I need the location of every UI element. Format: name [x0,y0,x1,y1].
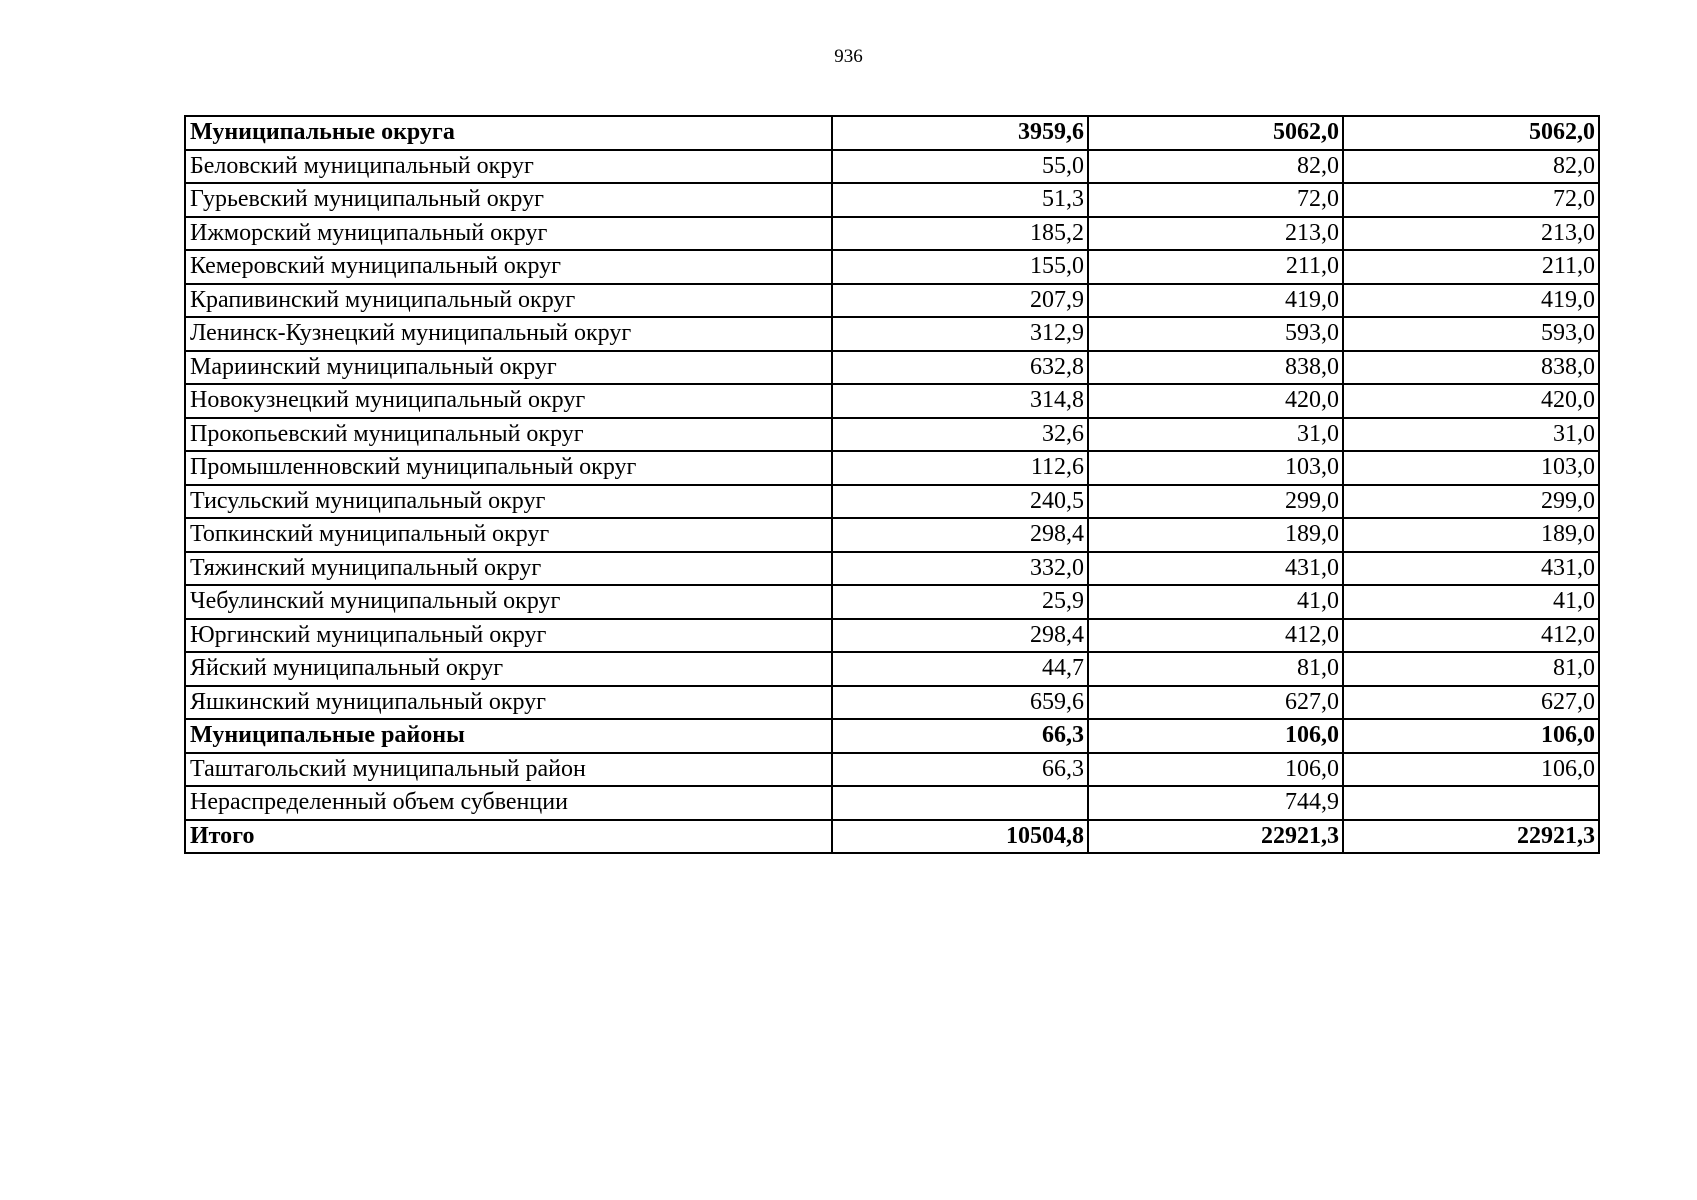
cell-value-2: 419,0 [1088,284,1343,318]
cell-name: Тяжинский муниципальный округ [185,552,832,586]
cell-name: Кемеровский муниципальный округ [185,250,832,284]
cell-name: Яшкинский муниципальный округ [185,686,832,720]
table-row [185,652,1599,686]
table-row-subtotal [185,820,1599,854]
cell-value-1 [832,786,1088,820]
cell-value-3: 189,0 [1343,518,1599,552]
cell-value-1: 51,3 [832,183,1088,217]
table-row-subtotal [185,719,1599,753]
cell-value-3: 106,0 [1343,753,1599,787]
cell-name: Тисульский муниципальный округ [185,485,832,519]
cell-value-3: 41,0 [1343,585,1599,619]
cell-name: Яйский муниципальный округ [185,652,832,686]
cell-value-1: 240,5 [832,485,1088,519]
cell-name: Таштагольский муниципальный район [185,753,832,787]
cell-value-1: 112,6 [832,451,1088,485]
cell-value-3: 593,0 [1343,317,1599,351]
cell-value-3: 419,0 [1343,284,1599,318]
cell-value-1: 155,0 [832,250,1088,284]
cell-value-2: 211,0 [1088,250,1343,284]
cell-value-2: 838,0 [1088,351,1343,385]
cell-value-1: 207,9 [832,284,1088,318]
cell-value-2: 106,0 [1088,753,1343,787]
page-number: 936 [834,46,863,67]
table-row [185,183,1599,217]
cell-name: Топкинский муниципальный округ [185,518,832,552]
cell-name: Прокопьевский муниципальный округ [185,418,832,452]
cell-value-3: 72,0 [1343,183,1599,217]
cell-value-3: 5062,0 [1343,116,1599,150]
cell-value-1: 10504,8 [832,820,1088,854]
cell-name: Муниципальные районы [185,719,832,753]
table-row-subtotal [185,116,1599,150]
cell-value-1: 314,8 [832,384,1088,418]
cell-name: Ленинск-Кузнецкий муниципальный округ [185,317,832,351]
cell-value-3: 838,0 [1343,351,1599,385]
cell-value-2: 31,0 [1088,418,1343,452]
cell-value-2: 22921,3 [1088,820,1343,854]
cell-value-3: 81,0 [1343,652,1599,686]
table-row [185,619,1599,653]
cell-name: Мариинский муниципальный округ [185,351,832,385]
table-row [185,217,1599,251]
cell-name: Юргинский муниципальный округ [185,619,832,653]
cell-value-3: 627,0 [1343,686,1599,720]
cell-value-1: 66,3 [832,719,1088,753]
cell-value-2: 593,0 [1088,317,1343,351]
cell-value-3: 420,0 [1343,384,1599,418]
cell-value-1: 44,7 [832,652,1088,686]
table-row [185,552,1599,586]
cell-value-2: 431,0 [1088,552,1343,586]
table-body [185,116,1599,853]
table-row [185,317,1599,351]
cell-value-3: 106,0 [1343,719,1599,753]
cell-value-2: 412,0 [1088,619,1343,653]
cell-value-2: 299,0 [1088,485,1343,519]
cell-name: Нераспределенный объем субвенции [185,786,832,820]
subvention-table [184,115,1600,854]
cell-value-1: 3959,6 [832,116,1088,150]
cell-value-3: 431,0 [1343,552,1599,586]
cell-value-1: 332,0 [832,552,1088,586]
cell-value-2: 72,0 [1088,183,1343,217]
cell-name: Муниципальные округа [185,116,832,150]
cell-value-1: 632,8 [832,351,1088,385]
cell-value-1: 312,9 [832,317,1088,351]
cell-value-1: 185,2 [832,217,1088,251]
cell-value-3: 299,0 [1343,485,1599,519]
table-row [185,250,1599,284]
cell-value-2: 81,0 [1088,652,1343,686]
cell-value-1: 32,6 [832,418,1088,452]
cell-value-1: 298,4 [832,518,1088,552]
table-row [185,786,1599,820]
cell-value-2: 627,0 [1088,686,1343,720]
cell-value-3: 412,0 [1343,619,1599,653]
cell-value-3: 103,0 [1343,451,1599,485]
table-row [185,150,1599,184]
cell-value-2: 103,0 [1088,451,1343,485]
cell-value-2: 420,0 [1088,384,1343,418]
table-row [185,351,1599,385]
cell-name: Промышленновский муниципальный округ [185,451,832,485]
cell-value-3: 213,0 [1343,217,1599,251]
cell-name: Ижморский муниципальный округ [185,217,832,251]
cell-value-1: 25,9 [832,585,1088,619]
cell-value-1: 66,3 [832,753,1088,787]
cell-value-2: 189,0 [1088,518,1343,552]
cell-name: Чебулинский муниципальный округ [185,585,832,619]
cell-name: Новокузнецкий муниципальный округ [185,384,832,418]
table-row [185,518,1599,552]
cell-name: Крапивинский муниципальный округ [185,284,832,318]
cell-value-2: 41,0 [1088,585,1343,619]
table-row [185,686,1599,720]
table-row [185,753,1599,787]
cell-name: Гурьевский муниципальный округ [185,183,832,217]
cell-value-3: 31,0 [1343,418,1599,452]
cell-value-3: 82,0 [1343,150,1599,184]
table-row [185,485,1599,519]
table-row [185,418,1599,452]
table-row [185,585,1599,619]
cell-value-3: 211,0 [1343,250,1599,284]
table-row [185,384,1599,418]
cell-value-2: 82,0 [1088,150,1343,184]
table-row [185,451,1599,485]
cell-value-2: 106,0 [1088,719,1343,753]
cell-value-3 [1343,786,1599,820]
cell-name: Итого [185,820,832,854]
cell-value-3: 22921,3 [1343,820,1599,854]
cell-value-1: 55,0 [832,150,1088,184]
cell-value-1: 298,4 [832,619,1088,653]
cell-value-2: 744,9 [1088,786,1343,820]
cell-value-2: 5062,0 [1088,116,1343,150]
cell-value-1: 659,6 [832,686,1088,720]
cell-name: Беловский муниципальный округ [185,150,832,184]
table-row [185,284,1599,318]
cell-value-2: 213,0 [1088,217,1343,251]
